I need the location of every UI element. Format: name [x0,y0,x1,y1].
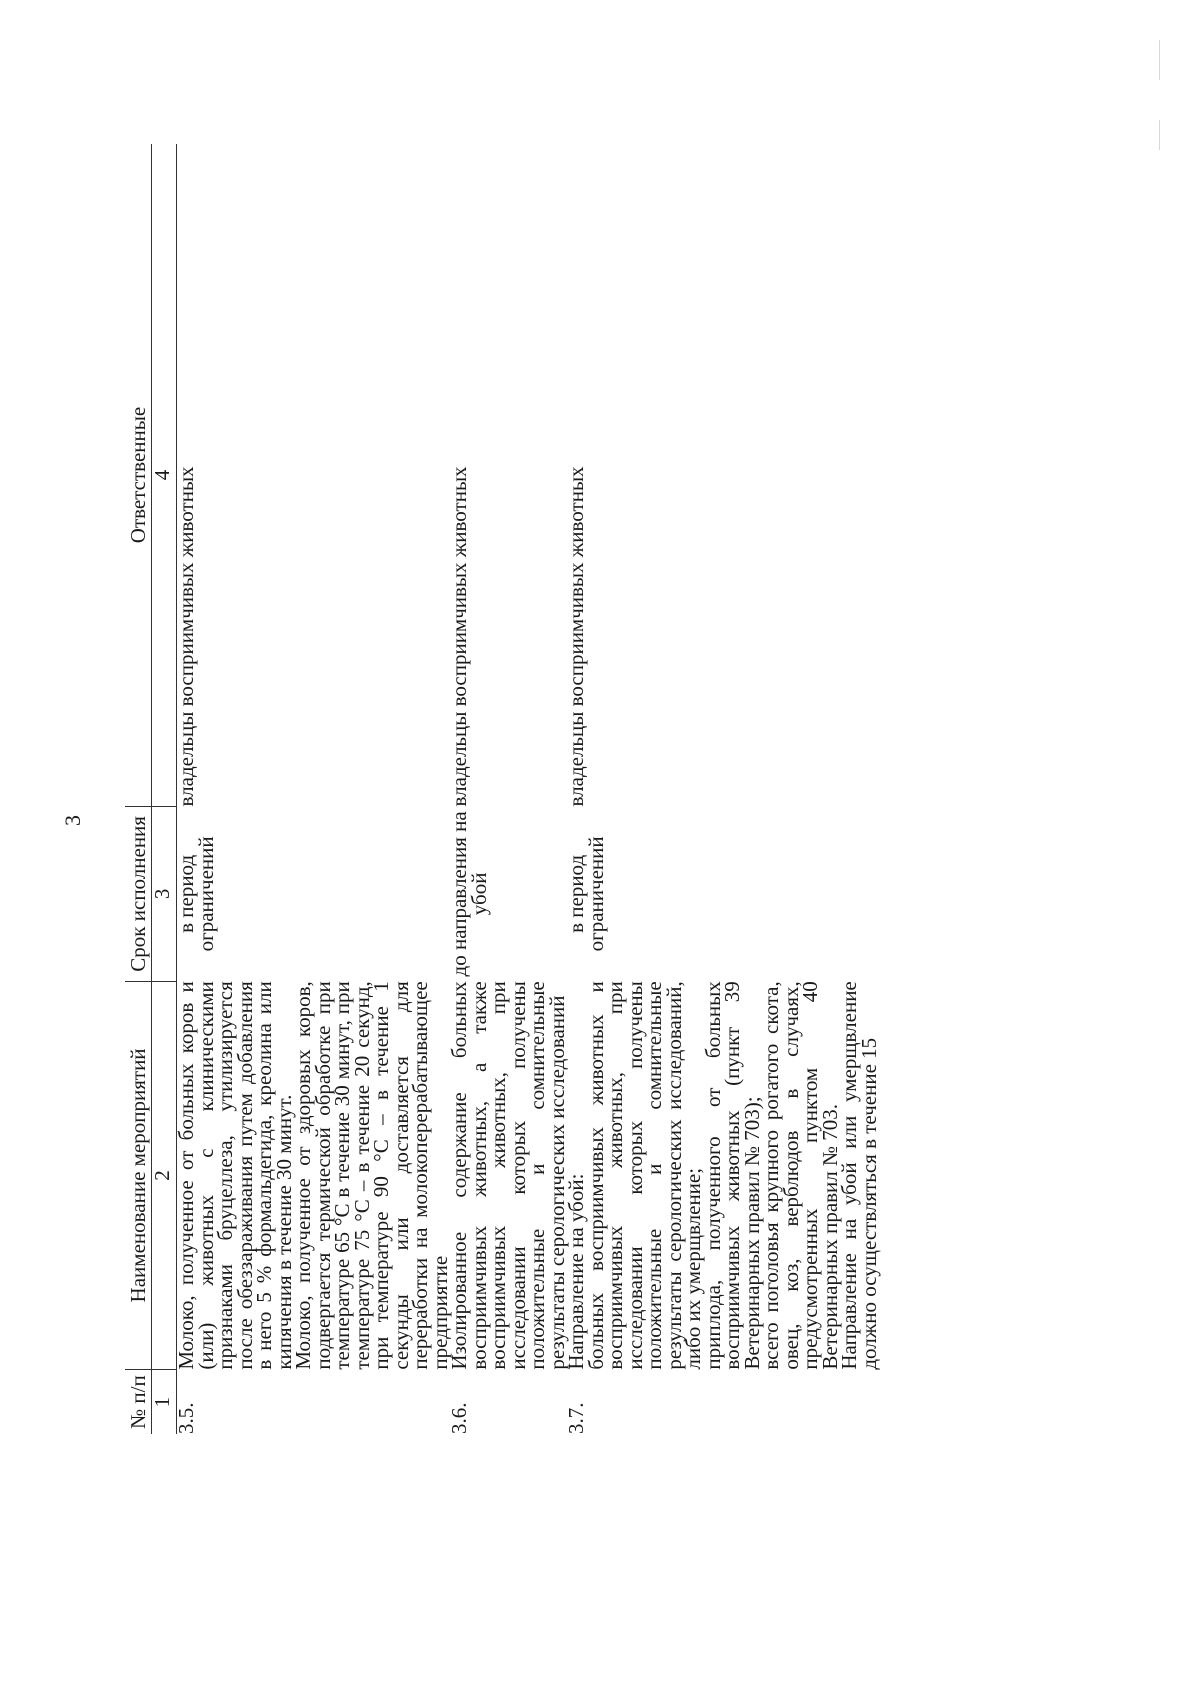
column-number: 2 [151,981,177,1369]
measure-paragraph: Направление на убой: [564,1173,588,1370]
header-num: № п/п [126,1375,150,1429]
measure-paragraph: приплода, полученного от больных восприимчивых животных (пункт 39 Ветеринарных правил № 703); [700,981,764,1370]
row-number: 3.7. [564,1402,588,1434]
column-number: 4 [151,144,177,807]
row-number: 3.6. [447,1402,471,1434]
row-measure [447,981,569,1370]
row-deadline: в период ограничений [177,807,451,982]
header-name: Наименование мероприятий [125,981,151,1369]
header-responsible: Ответственные [125,144,151,807]
row-responsible: владельцы восприимчивых животных [177,144,451,807]
row-number: 3.5. [177,1370,451,1434]
measure-paragraph: Молоко, полученное от здоровых коров, подвергается термической обработке при температуре 65 °C в течение 30 минут, при температуре 75 °C – в течение 20 секунд, при температуре 90 °C – в течение 1 секунды или доставляется для переработки на молокоперерабатывающее предприятие [291,981,452,1370]
row-measure [564,981,881,1370]
column-number: 1 [151,1370,177,1434]
header-deadline: Срок исполнения [125,807,151,982]
row-responsible: владельцы восприимчивых животных [447,466,471,807]
measure-paragraph: Молоко, полученное от больных коров и (или) животных с клиническими признаками бруцеллеза, утилизируется после обеззараживания путем добавления в него 5 % формальдегида, креолина или кипячения в течение 30 минут. [174,981,296,1370]
row-measure [174,981,452,1370]
column-number-row [151,144,177,1434]
row-responsible: владельцы восприимчивых животных [564,466,588,807]
measure-paragraph: всего поголовья крупного рогатого скота, овец, коз, верблюдов в случаях, предусмотренных пунктом 40 Ветеринарных правил № 703. [759,981,842,1370]
table-row [567,144,879,1434]
column-number: 3 [151,807,177,982]
measure-paragraph: больных восприимчивых животных и восприимчивых животных, при исследовании которых получены положительные и сомнительные результаты серологических исследований, либо их умерщвление; [583,981,705,1370]
measure-paragraph: Изолированное содержание больных восприимчивых животных, а также восприимчивых животных, при исследовании которых получены положительные и сомнительные результаты серологических исследований [447,981,569,1370]
measure-paragraph: Направление на убой или умерщвление должно осуществляться в течение 15 [837,981,881,1370]
row-deadline: в период ограничений [564,836,608,952]
page-number: 3 [60,815,85,826]
measures-table [125,144,879,1434]
table-header-row [125,144,151,1434]
row-deadline: до направления на убой [447,811,491,977]
table-row [450,144,567,1434]
table-row [177,144,451,1434]
